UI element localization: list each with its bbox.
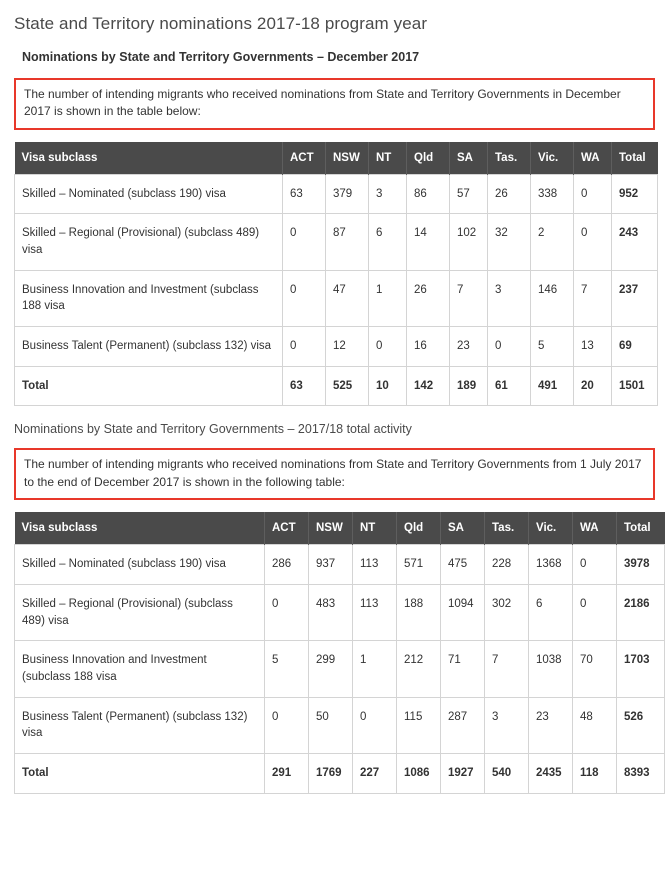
cell-vic: 1038 bbox=[529, 641, 573, 697]
cell-nsw: 937 bbox=[309, 545, 353, 585]
cell-nsw: 50 bbox=[309, 697, 353, 753]
cell-wa: 7 bbox=[574, 270, 612, 326]
cell-total: 237 bbox=[612, 270, 658, 326]
cell-qld: 16 bbox=[407, 327, 450, 367]
cell-nsw: 47 bbox=[326, 270, 369, 326]
cell-nsw: 299 bbox=[309, 641, 353, 697]
cell-nt: 1 bbox=[353, 641, 397, 697]
cell-total-vic: 2435 bbox=[529, 753, 573, 793]
cell-vic: 6 bbox=[529, 584, 573, 640]
cell-total-act: 63 bbox=[283, 366, 326, 406]
cell-visa-subclass: Business Innovation and Investment (subclass 188 visa bbox=[15, 270, 283, 326]
cell-tas: 3 bbox=[488, 270, 531, 326]
column-header-nsw: NSW bbox=[326, 142, 369, 175]
column-header-wa: WA bbox=[573, 512, 617, 545]
cell-vic: 1368 bbox=[529, 545, 573, 585]
cell-sa: 23 bbox=[450, 327, 488, 367]
table-row bbox=[15, 545, 665, 585]
cell-tas: 0 bbox=[488, 327, 531, 367]
column-header-visa-subclass: Visa subclass bbox=[15, 142, 283, 175]
section-heading-total-activity: Nominations by State and Territory Governments – 2017/18 total activity bbox=[14, 422, 412, 437]
cell-nt: 113 bbox=[353, 584, 397, 640]
cell-nt: 0 bbox=[353, 697, 397, 753]
cell-visa-subclass: Skilled – Regional (Provisional) (subclass 489) visa bbox=[15, 584, 265, 640]
cell-total-wa: 118 bbox=[573, 753, 617, 793]
cell-total-wa: 20 bbox=[574, 366, 612, 406]
cell-qld: 26 bbox=[407, 270, 450, 326]
cell-tas: 3 bbox=[485, 697, 529, 753]
cell-total-vic: 491 bbox=[531, 366, 574, 406]
column-header-sa: SA bbox=[450, 142, 488, 175]
cell-qld: 14 bbox=[407, 214, 450, 270]
cell-total: 952 bbox=[612, 174, 658, 214]
column-header-visa-subclass: Visa subclass bbox=[15, 512, 265, 545]
cell-grand-total: 1501 bbox=[612, 366, 658, 406]
cell-act: 0 bbox=[283, 327, 326, 367]
cell-act: 0 bbox=[265, 584, 309, 640]
table-row bbox=[15, 584, 665, 640]
cell-act: 0 bbox=[283, 270, 326, 326]
cell-total-nsw: 1769 bbox=[309, 753, 353, 793]
table-row bbox=[15, 327, 658, 367]
cell-wa: 0 bbox=[574, 174, 612, 214]
cell-total: 526 bbox=[617, 697, 665, 753]
cell-visa-subclass: Skilled – Nominated (subclass 190) visa bbox=[15, 174, 283, 214]
column-header-total: Total bbox=[612, 142, 658, 175]
table-total-row bbox=[15, 366, 658, 406]
cell-tas: 302 bbox=[485, 584, 529, 640]
cell-total-tas: 540 bbox=[485, 753, 529, 793]
cell-nsw: 379 bbox=[326, 174, 369, 214]
cell-total-label: Total bbox=[15, 753, 265, 793]
column-header-act: ACT bbox=[283, 142, 326, 175]
table-row bbox=[15, 214, 658, 270]
callout-total-activity: The number of intending migrants who received nominations from State and Territory Governments from 1 July 2017 to the end of December 2017 is shown in the following table: bbox=[14, 448, 655, 500]
table-row bbox=[15, 174, 658, 214]
cell-qld: 115 bbox=[397, 697, 441, 753]
cell-grand-total: 8393 bbox=[617, 753, 665, 793]
column-header-wa: WA bbox=[574, 142, 612, 175]
page-title: State and Territory nominations 2017-18 program year bbox=[14, 14, 428, 33]
table-header-row bbox=[15, 142, 658, 175]
column-header-vic: Vic. bbox=[529, 512, 573, 545]
cell-total-sa: 189 bbox=[450, 366, 488, 406]
cell-act: 0 bbox=[265, 697, 309, 753]
cell-total-nsw: 525 bbox=[326, 366, 369, 406]
cell-total-qld: 142 bbox=[407, 366, 450, 406]
cell-total-label: Total bbox=[15, 366, 283, 406]
cell-qld: 86 bbox=[407, 174, 450, 214]
cell-total-sa: 1927 bbox=[441, 753, 485, 793]
cell-qld: 212 bbox=[397, 641, 441, 697]
cell-vic: 2 bbox=[531, 214, 574, 270]
cell-sa: 57 bbox=[450, 174, 488, 214]
cell-qld: 188 bbox=[397, 584, 441, 640]
table-row bbox=[15, 270, 658, 326]
cell-nsw: 483 bbox=[309, 584, 353, 640]
cell-visa-subclass: Business Talent (Permanent) (subclass 132) visa bbox=[15, 327, 283, 367]
column-header-total: Total bbox=[617, 512, 665, 545]
cell-total-nt: 10 bbox=[369, 366, 407, 406]
cell-visa-subclass: Business Innovation and Investment (subclass 188 visa bbox=[15, 641, 265, 697]
cell-total-act: 291 bbox=[265, 753, 309, 793]
cell-wa: 0 bbox=[573, 545, 617, 585]
cell-sa: 7 bbox=[450, 270, 488, 326]
cell-total: 2186 bbox=[617, 584, 665, 640]
cell-nsw: 87 bbox=[326, 214, 369, 270]
cell-sa: 1094 bbox=[441, 584, 485, 640]
cell-sa: 287 bbox=[441, 697, 485, 753]
cell-act: 63 bbox=[283, 174, 326, 214]
section-heading-december: Nominations by State and Territory Governments – December 2017 bbox=[22, 50, 420, 64]
cell-total: 243 bbox=[612, 214, 658, 270]
cell-nt: 113 bbox=[353, 545, 397, 585]
nominations-table-december bbox=[14, 142, 658, 407]
cell-tas: 26 bbox=[488, 174, 531, 214]
cell-total-nt: 227 bbox=[353, 753, 397, 793]
cell-nsw: 12 bbox=[326, 327, 369, 367]
column-header-nt: NT bbox=[369, 142, 407, 175]
column-header-sa: SA bbox=[441, 512, 485, 545]
table-header-row bbox=[15, 512, 665, 545]
cell-total-tas: 61 bbox=[488, 366, 531, 406]
cell-nt: 6 bbox=[369, 214, 407, 270]
column-header-vic: Vic. bbox=[531, 142, 574, 175]
column-header-qld: Qld bbox=[397, 512, 441, 545]
column-header-tas: Tas. bbox=[485, 512, 529, 545]
cell-sa: 475 bbox=[441, 545, 485, 585]
cell-visa-subclass: Skilled – Nominated (subclass 190) visa bbox=[15, 545, 265, 585]
cell-total: 69 bbox=[612, 327, 658, 367]
cell-sa: 102 bbox=[450, 214, 488, 270]
cell-nt: 3 bbox=[369, 174, 407, 214]
column-header-nt: NT bbox=[353, 512, 397, 545]
cell-wa: 48 bbox=[573, 697, 617, 753]
cell-tas: 7 bbox=[485, 641, 529, 697]
cell-total: 3978 bbox=[617, 545, 665, 585]
column-header-nsw: NSW bbox=[309, 512, 353, 545]
cell-act: 286 bbox=[265, 545, 309, 585]
cell-tas: 228 bbox=[485, 545, 529, 585]
callout-december: The number of intending migrants who received nominations from State and Territory Governments in December 2017 is shown in the table below: bbox=[14, 78, 655, 130]
cell-act: 5 bbox=[265, 641, 309, 697]
cell-visa-subclass: Business Talent (Permanent) (subclass 132) visa bbox=[15, 697, 265, 753]
cell-act: 0 bbox=[283, 214, 326, 270]
column-header-qld: Qld bbox=[407, 142, 450, 175]
cell-wa: 0 bbox=[574, 214, 612, 270]
cell-vic: 23 bbox=[529, 697, 573, 753]
cell-wa: 70 bbox=[573, 641, 617, 697]
cell-vic: 146 bbox=[531, 270, 574, 326]
column-header-tas: Tas. bbox=[488, 142, 531, 175]
cell-nt: 1 bbox=[369, 270, 407, 326]
cell-wa: 0 bbox=[573, 584, 617, 640]
cell-qld: 571 bbox=[397, 545, 441, 585]
cell-wa: 13 bbox=[574, 327, 612, 367]
cell-sa: 71 bbox=[441, 641, 485, 697]
column-header-act: ACT bbox=[265, 512, 309, 545]
cell-visa-subclass: Skilled – Regional (Provisional) (subclass 489) visa bbox=[15, 214, 283, 270]
cell-vic: 338 bbox=[531, 174, 574, 214]
table-row bbox=[15, 697, 665, 753]
nominations-table-total-activity bbox=[14, 512, 665, 793]
cell-nt: 0 bbox=[369, 327, 407, 367]
table-row bbox=[15, 641, 665, 697]
table-total-row bbox=[15, 753, 665, 793]
cell-total: 1703 bbox=[617, 641, 665, 697]
cell-vic: 5 bbox=[531, 327, 574, 367]
cell-total-qld: 1086 bbox=[397, 753, 441, 793]
cell-tas: 32 bbox=[488, 214, 531, 270]
